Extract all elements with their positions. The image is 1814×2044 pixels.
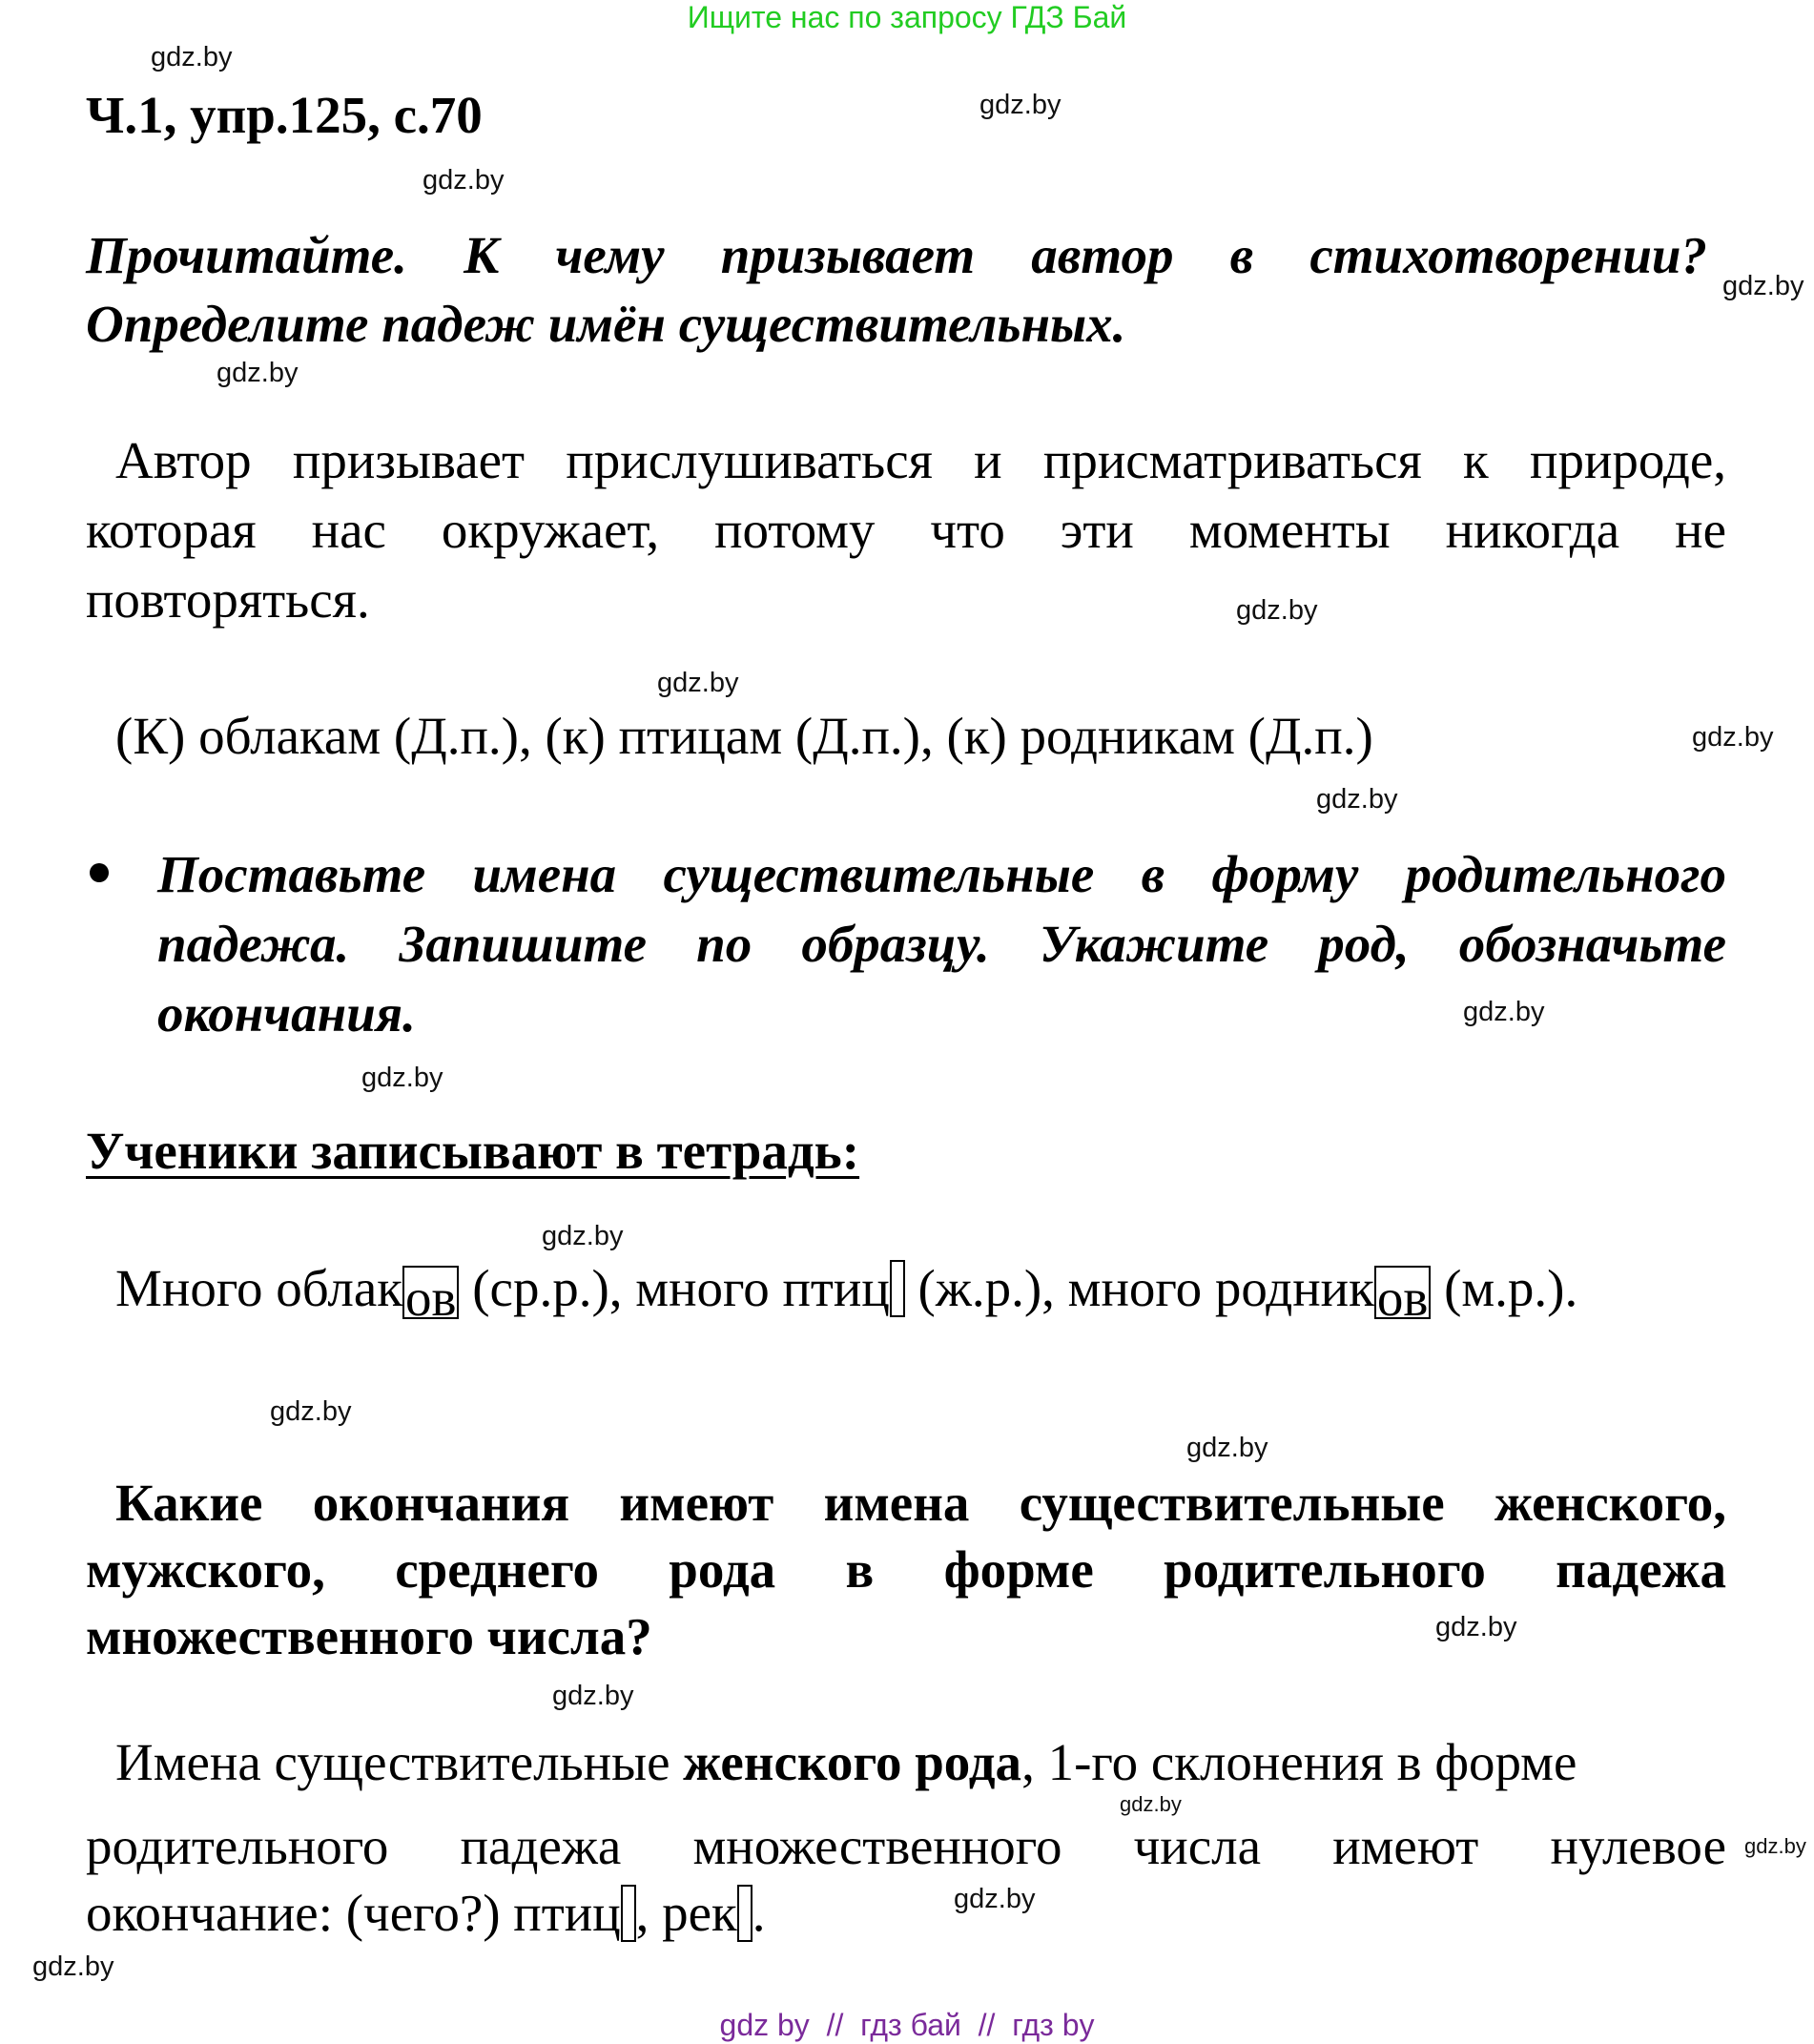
example-text: Много облак (115, 1259, 402, 1317)
example-text: (м.р.). (1431, 1259, 1578, 1317)
question-line3: множественного числа? (86, 1607, 652, 1665)
answer2-bold: женского рода (683, 1733, 1022, 1791)
watermark: gdz.by (1463, 997, 1545, 1027)
watermark: gdz.by (552, 1681, 634, 1711)
watermark: gdz.by (270, 1396, 352, 1427)
watermark: gdz.by (361, 1063, 443, 1093)
answer2-text: Имена существительные (115, 1733, 684, 1791)
answer2-text: , рек (635, 1884, 737, 1942)
search-banner: Ищите нас по запросу ГДЗ Бай (687, 0, 1127, 34)
answer1-line1: Автор призывает прислушиваться и присматриваться к природе, (115, 431, 1726, 489)
example-text: (ср.р.), много птиц (459, 1259, 890, 1317)
ending-box: ов (402, 1266, 459, 1319)
task2-line1: Поставьте имена существительные в форму родительного (157, 845, 1726, 903)
notebook-heading-text: Ученики записывают в тетрадь: (86, 1122, 860, 1180)
cases-line: (К) облакам (Д.п.), (к) птицам (Д.п.), (к) родникам (Д.п.) (115, 707, 1373, 765)
watermark: gdz.by (979, 90, 1062, 120)
watermark: gdz.by (1316, 784, 1398, 815)
answer2-text: . (752, 1884, 766, 1942)
watermark: gdz.by (657, 668, 739, 698)
watermark: gdz.by (32, 1951, 114, 1982)
answer2-line2: родительного падежа множественного числа имеют нулевое (86, 1817, 1726, 1875)
watermark: gdz.by (1692, 722, 1774, 753)
answer2-line3 (86, 1883, 1726, 1944)
task1-line2: Определите падеж имён существительных. (86, 295, 1126, 353)
ending-box: ов (1374, 1266, 1431, 1319)
question-line2: мужского, среднего рода в форме родительного падежа (86, 1540, 1726, 1599)
watermark: gdz.by (954, 1884, 1036, 1914)
page-title: Ч.1, упр.125, с.70 (86, 86, 483, 144)
zero-ending-box (737, 1885, 752, 1942)
task2-line3: окончания. (157, 984, 416, 1043)
answer1-line2: которая нас окружает, потому что эти моменты никогда не (86, 501, 1726, 559)
watermark: gdz.by (1744, 1834, 1806, 1858)
zero-ending-box (890, 1260, 905, 1317)
watermark: gdz.by (151, 42, 233, 72)
example-line (115, 1258, 1756, 1327)
watermark: gdz.by (1120, 1792, 1182, 1816)
watermark: gdz.by (423, 165, 505, 196)
task2-line2: падежа. Запишите по образцу. Укажите род, обозначьте (157, 915, 1726, 973)
answer2-line1 (115, 1732, 1726, 1793)
answer1-line3: повторяться. (86, 570, 370, 629)
watermark: gdz.by (1435, 1612, 1517, 1642)
answer2-text: окончание: (чего?) птиц (86, 1884, 621, 1942)
notebook-heading (86, 1121, 1726, 1182)
example-text: (ж.р.), много родник (904, 1259, 1374, 1317)
watermark: gdz.by (216, 358, 299, 388)
watermark: gdz.by (1722, 271, 1804, 301)
watermark: gdz.by (1236, 595, 1318, 626)
watermark: gdz.by (542, 1221, 624, 1251)
task1-line1: Прочитайте. К чему призывает автор в стихотворении? (86, 226, 1707, 284)
bullet-icon (90, 863, 109, 882)
answer2-text: , 1-го склонения в форме (1021, 1733, 1577, 1791)
footer-links[interactable]: gdz by // гдз бай // гдз by (719, 2008, 1095, 2042)
watermark: gdz.by (1186, 1433, 1268, 1463)
zero-ending-box (621, 1885, 636, 1942)
question-line1: Какие окончания имеют имена существительные женского, (115, 1474, 1726, 1532)
